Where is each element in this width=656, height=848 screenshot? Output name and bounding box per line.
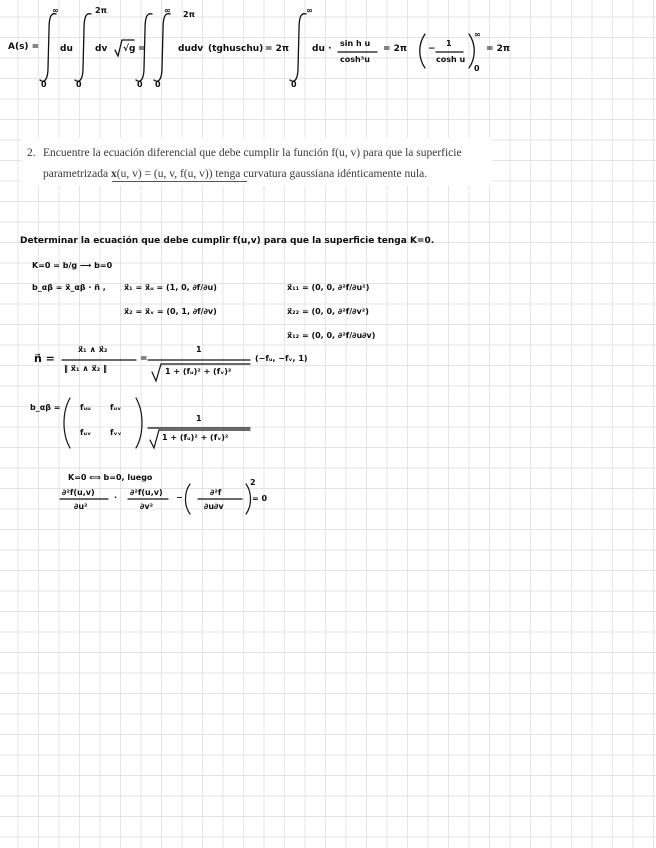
frac1-den: cosh³u — [340, 55, 370, 64]
n-one: 1 — [196, 345, 202, 354]
statement-line-2-pre: parametrizada — [43, 168, 111, 180]
term2-numerator: ∂²f(u,v) — [130, 488, 163, 497]
result-value: = 2π — [486, 44, 511, 54]
n-numerator: x⃗₁ ∧ x⃗₂ — [78, 345, 108, 354]
matrix-f-vv: fᵥᵥ — [110, 428, 122, 437]
x11-vector: x⃗₁₁ = (0, 0, ∂²f/∂u²) — [287, 283, 370, 292]
x2-vector: x⃗₂ = x⃗ᵥ = (0, 1, ∂f/∂v) — [124, 307, 217, 316]
n-lhs: n⃗ = — [34, 352, 55, 365]
product-dot: · — [114, 493, 118, 502]
du-label: du — [60, 44, 73, 54]
k-zero-condition: K=0 ⟺ b=0, luego — [68, 473, 153, 482]
frac2-den: cosh u — [436, 55, 466, 64]
matrix-f-uv-bottom: fᵤᵥ — [80, 428, 92, 437]
n-sqrt-content: 1 + (fᵤ)² + (fᵥ)² — [165, 367, 232, 376]
integrand-paren: (tghuschu) — [208, 44, 264, 54]
b-matrix-lhs: b_αβ = — [30, 403, 61, 412]
x12-vector: x⃗₁₂ = (0, 0, ∂²f/∂u∂v) — [287, 331, 376, 340]
statement-parametrization: (u, v) = (u, v, f(u, v)) — [116, 168, 213, 180]
lim-bottom-4: 0 — [291, 80, 297, 89]
dudv-label: dudv — [178, 44, 204, 54]
dv-label: dv — [95, 44, 108, 54]
statement-vector-x: x — [111, 168, 117, 180]
matrix-f-uu: fᵤᵤ — [80, 403, 91, 412]
equation-minus: − — [176, 493, 183, 502]
equation-rhs: = 0 — [252, 494, 268, 503]
lim-top-2: 2π — [95, 6, 107, 15]
term1-numerator: ∂²f(u,v) — [62, 488, 95, 497]
n-vector: (−fᵤ, −fᵥ, 1) — [255, 354, 308, 363]
du-dot: du · — [312, 44, 332, 54]
eval-limit-top: ∞ — [474, 30, 481, 39]
eq-3: = 2π — [383, 44, 408, 54]
solution-heading: Determinar la ecuación que debe cumplir f(u,v) para que la superficie tenga K=0. — [20, 236, 435, 246]
term2-denominator: ∂v² — [140, 502, 154, 511]
lim-top-1: ∞ — [52, 6, 59, 15]
square-exponent: 2 — [250, 478, 256, 487]
frac1-num: sin h u — [340, 39, 371, 48]
term1-denominator: ∂u² — [74, 502, 88, 511]
b-sqrt-content: 1 + (fᵤ)² + (fᵥ)² — [162, 433, 229, 442]
matrix-f-uv-top: fᵤᵥ — [110, 403, 122, 412]
eq-2: = 2π — [265, 44, 290, 54]
x1-vector: x⃗₁ = x⃗ᵤ = (1, 0, ∂f/∂u) — [124, 283, 217, 292]
k-line: K=0 = b/g ⟶ b=0 — [32, 261, 113, 270]
lim-top-4: ∞ — [306, 6, 313, 15]
lim-bottom-1: 0 — [41, 80, 47, 89]
eval-limit-bottom: 0 — [474, 64, 480, 73]
n-denominator: ‖ x⃗₁ ∧ x⃗₂ ‖ — [64, 364, 107, 373]
lim-bottom-3b: 0 — [155, 80, 161, 89]
lim-top-3b: 2π — [183, 10, 195, 19]
lim-bottom-3a: 0 — [137, 80, 143, 89]
b-def: b_αβ = x⃗_αβ · n⃗ , — [32, 283, 106, 292]
term3-numerator: ∂²f — [210, 488, 222, 497]
area-lhs: A(s) = — [8, 42, 40, 52]
b-one: 1 — [196, 414, 202, 423]
lim-top-3a: ∞ — [164, 6, 171, 15]
sqrt-g: √g — [123, 44, 136, 54]
x22-vector: x⃗₂₂ = (0, 0, ∂²f/∂v²) — [287, 307, 369, 316]
statement-line-2-post: tenga curvatura gaussiana idénticamente nula. — [212, 168, 428, 180]
lim-bottom-2: 0 — [76, 80, 82, 89]
eq-1: = — [138, 44, 146, 54]
problem-number: 2. — [27, 147, 36, 159]
minus-sign: − — [428, 44, 436, 54]
n-equals: = — [140, 354, 148, 364]
statement-line-1: Encuentre la ecuación diferencial que debe cumplir la función f(u, v) para que la superficie — [43, 147, 462, 159]
term3-denominator: ∂u∂v — [204, 502, 224, 511]
frac2-num: 1 — [446, 39, 452, 48]
